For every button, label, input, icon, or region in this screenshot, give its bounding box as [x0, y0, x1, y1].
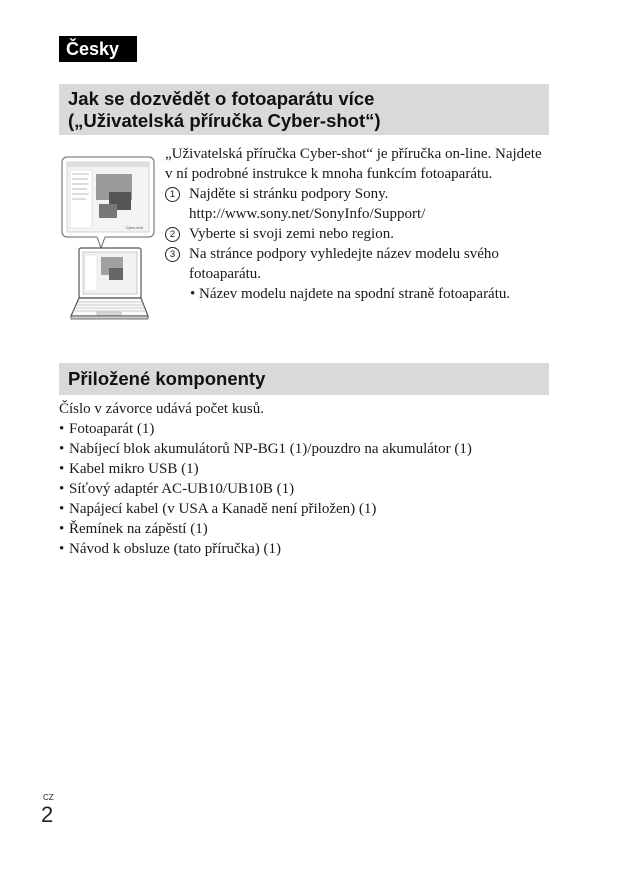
bullet-icon: • [190, 286, 196, 302]
item-text: Řemínek na zápěstí (1) [69, 521, 208, 537]
list-item [59, 479, 559, 499]
list-item [59, 459, 559, 479]
item-text: Síťový adaptér AC-UB10/UB10B (1) [69, 481, 295, 497]
step-number: 2 [165, 227, 180, 242]
step-1 [165, 184, 550, 224]
step-number: 1 [165, 187, 180, 202]
model-name-note [165, 284, 550, 304]
list-item [59, 439, 559, 459]
supplied-items [59, 399, 559, 559]
steps-list [165, 184, 550, 284]
section-heading-supplied-items: Přiložené komponenty [59, 363, 549, 395]
step-2 [165, 224, 550, 244]
item-text: Napájecí kabel (v USA a Kanadě není přiložen) (1) [69, 501, 377, 517]
page-language-code: CZ [43, 793, 54, 802]
heading-line-1: Jak se dozvědět o fotoaparátu více [68, 88, 375, 109]
bullet-icon: • [59, 421, 65, 437]
step-text: Vyberte si svoji zemi nebo region. [189, 226, 394, 242]
online-manual-info [165, 144, 550, 304]
step-text: Na stránce podpory vyhledejte název modelu svého fotoaparátu. [189, 246, 499, 282]
bullet-icon: • [59, 481, 65, 497]
intro-text: „Uživatelská příručka Cyber-shot“ je příručka on-line. Najdete v ní podrobné instrukce k mnoha funkcím fotoaparátu. [165, 146, 542, 182]
list-item [59, 499, 559, 519]
item-text: Nabíjecí blok akumulátorů NP-BG1 (1)/pouzdro na akumulátor (1) [69, 441, 472, 457]
step-3 [165, 244, 550, 284]
items-list [59, 419, 559, 559]
section-heading-more-info [59, 84, 549, 135]
item-text: Kabel mikro USB (1) [69, 461, 199, 477]
step-text: Najděte si stránku podpory Sony. [189, 186, 389, 202]
page-number: 2 [41, 802, 54, 827]
count-note: Číslo v závorce udává počet kusů. [59, 401, 264, 417]
illustration-label: Cyber-shot [125, 226, 143, 230]
list-item [59, 519, 559, 539]
step-number: 3 [165, 247, 180, 262]
item-text: Návod k obsluze (tato příručka) (1) [69, 541, 282, 557]
note-text: Název modelu najdete na spodní straně fotoaparátu. [199, 286, 511, 302]
heading-line-2: („Uživatelská příručka Cyber-shot“) [68, 110, 381, 131]
bullet-icon: • [59, 541, 65, 557]
list-item [59, 419, 559, 439]
bullet-icon: • [59, 521, 65, 537]
bullet-icon: • [59, 461, 65, 477]
bullet-icon: • [59, 501, 65, 517]
language-tab: Česky [59, 36, 137, 62]
bullet-icon: • [59, 441, 65, 457]
laptop-help-illustration [61, 156, 155, 321]
list-item [59, 539, 559, 559]
support-url: http://www.sony.net/SonyInfo/Support/ [189, 206, 426, 222]
item-text: Fotoaparát (1) [69, 421, 155, 437]
